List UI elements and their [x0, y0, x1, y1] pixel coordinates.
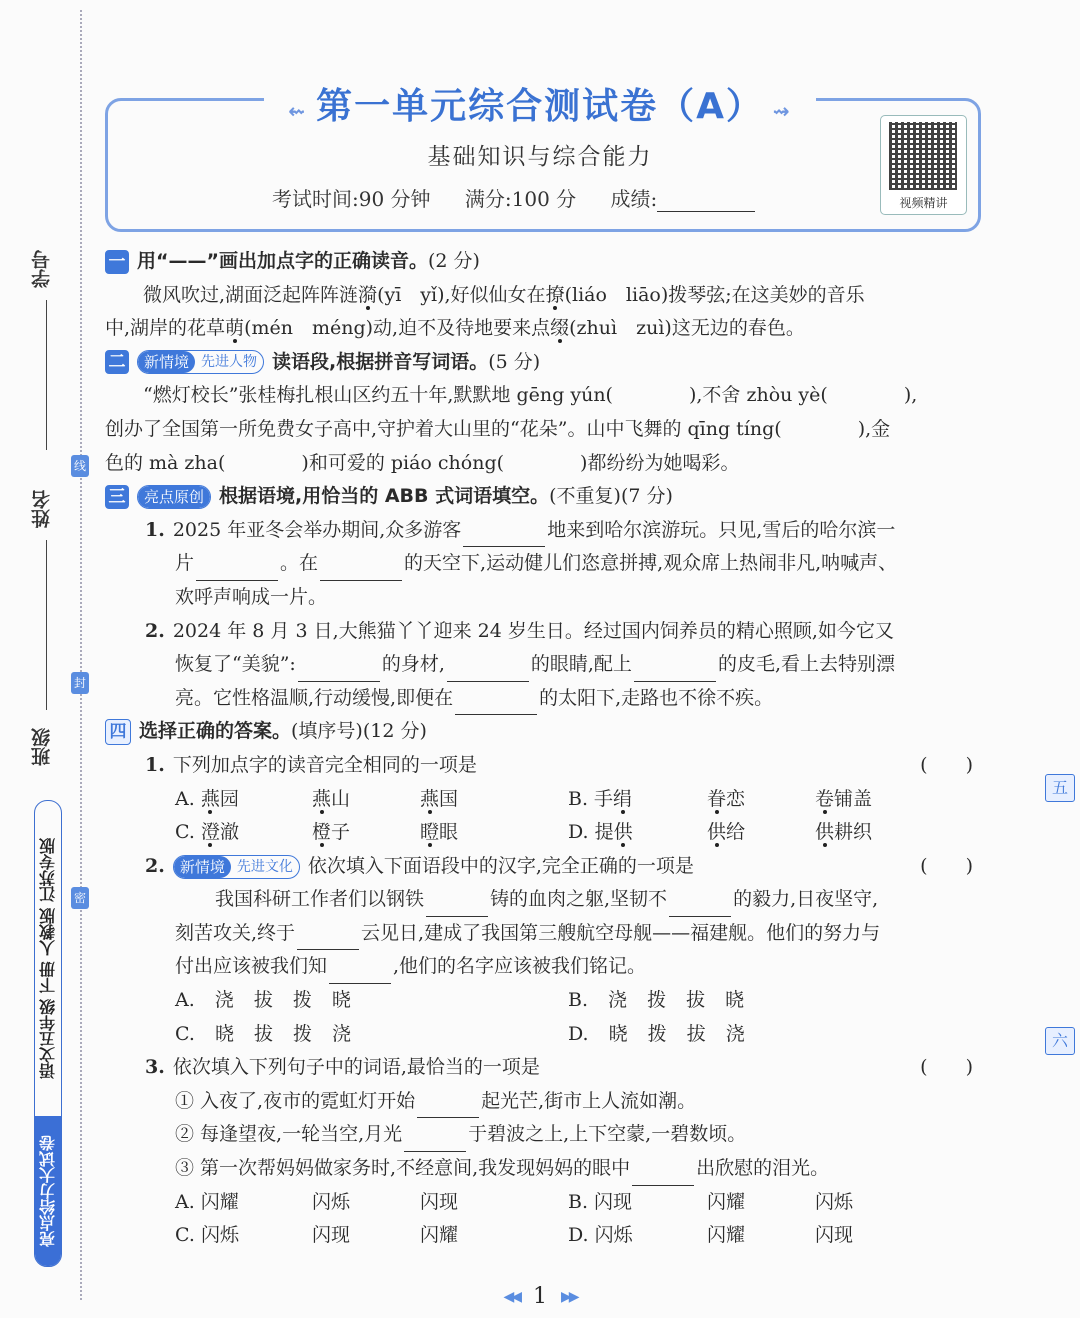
text: 欢呼声响成一片。	[175, 585, 328, 608]
option-1[interactable]	[312, 1186, 420, 1220]
text: 子	[331, 821, 351, 844]
content-line	[105, 682, 977, 716]
content-line	[105, 749, 977, 783]
tab-section-5[interactable]: 五	[1045, 774, 1075, 802]
answer-blank[interactable]	[404, 1127, 466, 1152]
dotted-char: 眷	[707, 787, 727, 810]
dotted-char: 萌	[225, 317, 245, 340]
text: 的身材,	[381, 653, 445, 676]
text: B. 浇 拨 拔 晓	[568, 989, 745, 1012]
badge-label: 新情境	[174, 856, 231, 878]
text: 2025 年亚冬会举办期间,众多游客	[172, 518, 462, 541]
text: A. 浇 拔 拨 晓	[175, 989, 351, 1012]
content-line	[105, 816, 977, 850]
score-field[interactable]	[657, 189, 755, 212]
text: 闪现	[420, 1190, 459, 1213]
answer-blank[interactable]	[426, 892, 488, 917]
text: 云见日,建成了我国第三艘航空母舰——福建舰。他们的努力与	[361, 921, 881, 944]
content-line	[105, 950, 977, 984]
option-5[interactable]	[815, 783, 872, 817]
tag-badge	[137, 485, 211, 509]
content-line	[105, 984, 977, 1018]
exam-meta	[272, 183, 783, 212]
text: 闪耀	[707, 1224, 746, 1247]
student-id-field[interactable]	[46, 300, 47, 450]
cut-mark-seal: 封	[71, 672, 89, 694]
text: 闪烁	[312, 1190, 351, 1213]
text: 读语段,根据拼音写词语。	[272, 350, 489, 373]
text: 闪烁	[815, 1190, 854, 1213]
text: 铸的血肉之躯,坚韧不	[490, 888, 668, 911]
text: 闪现	[312, 1224, 351, 1247]
text: 选择正确的答案。	[139, 720, 292, 743]
text: D. 晓 拨 拔 浇	[568, 1022, 745, 1045]
next-arrows-icon: ▶▶	[561, 1289, 577, 1305]
ornament-left-icon: ⇜	[288, 99, 317, 123]
section-heading	[105, 346, 977, 380]
text: 的眼睛,配上	[530, 653, 632, 676]
text: 我国科研工作者们以钢铁	[215, 888, 425, 911]
content-line	[105, 447, 977, 481]
text: 地来到哈尔滨游玩。只见,雪后的哈尔滨一	[547, 518, 896, 541]
answer-blank[interactable]	[329, 959, 391, 984]
option-4[interactable]	[707, 816, 815, 850]
dotted-char: 供	[613, 821, 633, 844]
content-line	[105, 648, 977, 682]
badge-label: 亮点原创	[138, 486, 210, 508]
text: 出欣慰的泪光。	[696, 1157, 830, 1180]
text: (liáo liāo)拨琴弦;在这美妙的音乐	[564, 283, 865, 306]
option-2[interactable]	[420, 1219, 568, 1253]
text: ③ 第一次帮妈妈做家务时,不经意间,我发现妈妈的眼中	[175, 1157, 631, 1180]
text: A. 闪耀	[175, 1190, 239, 1213]
content-line	[105, 514, 977, 548]
content-line	[105, 883, 977, 917]
text: 付出应该被我们知	[175, 955, 328, 978]
points: (2 分)	[427, 250, 480, 272]
option-0[interactable]	[175, 1186, 312, 1220]
name-field[interactable]	[46, 540, 47, 710]
text: 耕织	[834, 821, 873, 844]
option-4[interactable]	[707, 1219, 815, 1253]
text: 用“——”画出加点字的正确读音。	[137, 250, 428, 272]
text: C. 闪烁	[175, 1224, 239, 1247]
text: 的天空下,运动健儿们恣意拼搏,观众席上热闹非凡,呐喊声、	[404, 552, 898, 575]
text: 依次填入下面语段中的汉字,完全正确的一项是	[307, 854, 694, 877]
text: 的皮毛,看上去特别漂	[717, 653, 895, 676]
option-5[interactable]	[815, 816, 872, 850]
dotted-char: 缀	[550, 317, 570, 340]
option-1[interactable]	[312, 1219, 420, 1253]
text: 根据语境,用恰当的 ABB 式词语填空。	[219, 485, 550, 508]
qr-code-icon	[889, 122, 957, 190]
class-label: 班级	[31, 728, 53, 766]
full-score: 满分:100 分	[464, 187, 577, 211]
series-banner	[34, 800, 62, 1267]
dotted-char: 供	[815, 821, 835, 844]
series-brand: 亮点给力大试卷	[35, 1116, 61, 1266]
option-1[interactable]	[568, 984, 961, 1018]
text: 创办了全国第一所免费女子高中,守护着大山里的“花朵”。山中飞舞的 qīng tíng( ),金	[105, 417, 891, 440]
section-number: 一	[105, 250, 129, 274]
text: “燃灯校长”张桂梅扎根山区约五十年,默默地 gēng yún( ),不舍 zhòu yè( ),	[143, 384, 918, 407]
option-5[interactable]	[815, 1186, 853, 1220]
section-number: 三	[105, 485, 129, 509]
question-number: 1.	[145, 518, 165, 541]
text: 片	[175, 552, 195, 575]
text: (yī yǐ),好似仙女在	[377, 283, 546, 306]
text: C.	[175, 821, 201, 844]
dotted-char: 撩	[545, 283, 565, 306]
option-0[interactable]	[175, 783, 312, 817]
cut-line	[80, 10, 82, 1300]
text: 眼	[439, 821, 459, 844]
text: 闪耀	[707, 1190, 746, 1213]
content-line	[105, 1118, 977, 1152]
subtitle: 基础知识与综合能力	[427, 144, 653, 170]
text: 铺盖	[834, 787, 873, 810]
text: B. 手	[568, 787, 614, 810]
tag-badge	[173, 855, 300, 879]
text: D. 闪烁	[568, 1224, 633, 1247]
content-line	[105, 279, 977, 313]
option-2[interactable]	[420, 783, 568, 817]
text: 闪现	[815, 1224, 854, 1247]
qr-code[interactable]	[880, 115, 967, 215]
option-4[interactable]	[707, 1186, 815, 1220]
content-line	[105, 581, 977, 615]
content-line	[105, 850, 977, 884]
answer-blank[interactable]	[196, 556, 278, 581]
text: 恋	[726, 787, 746, 810]
score-label: 成绩:	[610, 187, 658, 211]
section-heading	[105, 480, 977, 514]
text: ② 每逢望夜,一轮当空,月光	[175, 1123, 403, 1146]
answer-blank[interactable]	[463, 522, 545, 547]
option-3[interactable]	[568, 816, 707, 850]
question-number: 3.	[145, 1056, 165, 1079]
series-info: 语文五年级 下册 人教版 江苏专版	[38, 838, 58, 1079]
option-0[interactable]	[175, 1219, 312, 1253]
content-line	[105, 615, 977, 649]
text: A.	[175, 787, 201, 810]
text: 给	[726, 821, 746, 844]
section-number: 四	[105, 719, 131, 745]
section-number: 二	[105, 350, 129, 374]
answer-blank[interactable]	[455, 690, 537, 715]
dotted-char: 漪	[358, 283, 378, 306]
section-heading	[105, 715, 977, 749]
option-3[interactable]	[568, 783, 707, 817]
answer-bracket[interactable]: ( )	[920, 753, 973, 776]
content-line	[105, 312, 977, 346]
content-line	[105, 413, 977, 447]
option-0[interactable]	[175, 1018, 568, 1052]
text: D. 提	[568, 821, 614, 844]
text: 国	[439, 787, 459, 810]
dotted-char: 橙	[312, 821, 332, 844]
dotted-char: 澄	[200, 821, 220, 844]
text: 澈	[219, 821, 239, 844]
badge-label: 先进文化	[236, 858, 293, 875]
dotted-char: 供	[707, 821, 727, 844]
dotted-char: 燕	[200, 787, 220, 810]
points: (填序号)(12 分)	[291, 720, 427, 743]
name-label: 姓名	[31, 490, 53, 528]
option-0[interactable]	[175, 984, 568, 1018]
option-3[interactable]	[568, 1219, 707, 1253]
page-number: 1	[533, 1284, 547, 1309]
answer-blank[interactable]	[417, 1093, 479, 1118]
text: ,他们的名字应该被我们铭记。	[393, 955, 647, 978]
option-5[interactable]	[815, 1219, 853, 1253]
section-heading	[105, 245, 977, 279]
text: 依次填入下列句子中的词语,最恰当的一项是	[172, 1056, 540, 1079]
option-1[interactable]	[312, 816, 420, 850]
dotted-char: 绢	[613, 787, 633, 810]
cut-mark-line: 线	[71, 455, 89, 477]
option-3[interactable]	[568, 1186, 707, 1220]
badge-label: 先进人物	[201, 354, 258, 371]
text: (mén méng)动,迫不及待地要来点	[244, 317, 551, 340]
question-number: 2.	[145, 619, 165, 642]
text: 下列加点字的读音完全相同的一项是	[172, 753, 477, 776]
cut-mark-secret: 密	[71, 887, 89, 909]
content-line	[105, 1085, 977, 1119]
answer-blank[interactable]	[669, 892, 731, 917]
content-line	[105, 1018, 977, 1052]
option-1[interactable]	[568, 1018, 961, 1052]
answer-blank[interactable]	[320, 556, 402, 581]
title-text: 第一单元综合测试卷（A）	[316, 86, 764, 127]
text: 起光芒,街市上人流如潮。	[481, 1089, 697, 1112]
option-0[interactable]	[175, 816, 312, 850]
option-1[interactable]	[312, 783, 420, 817]
text: B. 闪现	[568, 1190, 633, 1213]
option-4[interactable]	[707, 783, 815, 817]
answer-bracket[interactable]: ( )	[920, 1056, 973, 1079]
text: 的毅力,日夜坚守,	[733, 888, 879, 911]
content-line	[105, 379, 977, 413]
text: 恢复了“美貌”:	[175, 653, 296, 676]
content-line	[105, 547, 977, 581]
text: 刻苦攻关,终于	[175, 921, 296, 944]
text: 微风吹过,湖面泛起阵阵涟	[143, 283, 359, 306]
content-line	[105, 917, 977, 951]
text: 中,湖岸的花草	[105, 317, 226, 340]
content-line	[105, 1219, 977, 1253]
text: (zhuì zuì)这无边的春色。	[569, 317, 805, 340]
question-number: 2.	[145, 854, 165, 877]
ornament-right-icon: ⇝	[763, 99, 792, 123]
points: (不重复)(7 分)	[549, 485, 673, 508]
option-2[interactable]	[420, 816, 568, 850]
exam-time: 考试时间:90 分钟	[272, 187, 431, 211]
answer-blank[interactable]	[298, 657, 380, 682]
text: C. 晓 拔 拨 浇	[175, 1022, 352, 1045]
dotted-char: 卷	[815, 787, 835, 810]
dotted-char: 燕	[312, 787, 332, 810]
badge-label: 新情境	[138, 351, 195, 373]
tab-section-6[interactable]: 六	[1045, 1027, 1075, 1055]
text: 山	[331, 787, 351, 810]
text: 的太阳下,走路也不徐不疾。	[539, 686, 774, 709]
text: 闪耀	[420, 1224, 459, 1247]
text: 2024 年 8 月 3 日,大熊猫丫丫迎来 24 岁生日。经过国内饲养员的精心照顾,如今它又	[172, 619, 894, 642]
text: 色的 mà zha( )和可爱的 piáo chóng( )都纷纷为她喝彩。	[105, 451, 740, 474]
points: (5 分)	[488, 350, 541, 373]
answer-blank[interactable]	[632, 1161, 694, 1186]
text: 于碧波之上,上下空蒙,一碧数顷。	[468, 1123, 747, 1146]
content-line	[105, 1152, 977, 1186]
dotted-char: 燕	[420, 787, 440, 810]
answer-blank[interactable]	[447, 657, 529, 682]
content-line	[105, 783, 977, 817]
content-line	[105, 1186, 977, 1220]
text: 。在	[280, 552, 319, 575]
dotted-char: 瞪	[420, 821, 440, 844]
option-2[interactable]	[420, 1186, 568, 1220]
student-id-label: 学号	[31, 250, 53, 288]
exam-content	[105, 245, 977, 1253]
page-footer	[0, 1284, 1080, 1309]
text: 亮。它性格温顺,行动缓慢,即便在	[175, 686, 454, 709]
question-number: 1.	[145, 753, 165, 776]
qr-label: 视频精讲	[899, 196, 948, 210]
prev-arrows-icon: ◀◀	[503, 1289, 519, 1305]
answer-blank[interactable]	[297, 925, 359, 950]
answer-bracket[interactable]: ( )	[920, 854, 973, 877]
text: 园	[219, 787, 239, 810]
text: ① 入夜了,夜市的霓虹灯开始	[175, 1089, 416, 1112]
answer-blank[interactable]	[634, 657, 716, 682]
tag-badge	[137, 350, 264, 374]
content-line	[105, 1051, 977, 1085]
